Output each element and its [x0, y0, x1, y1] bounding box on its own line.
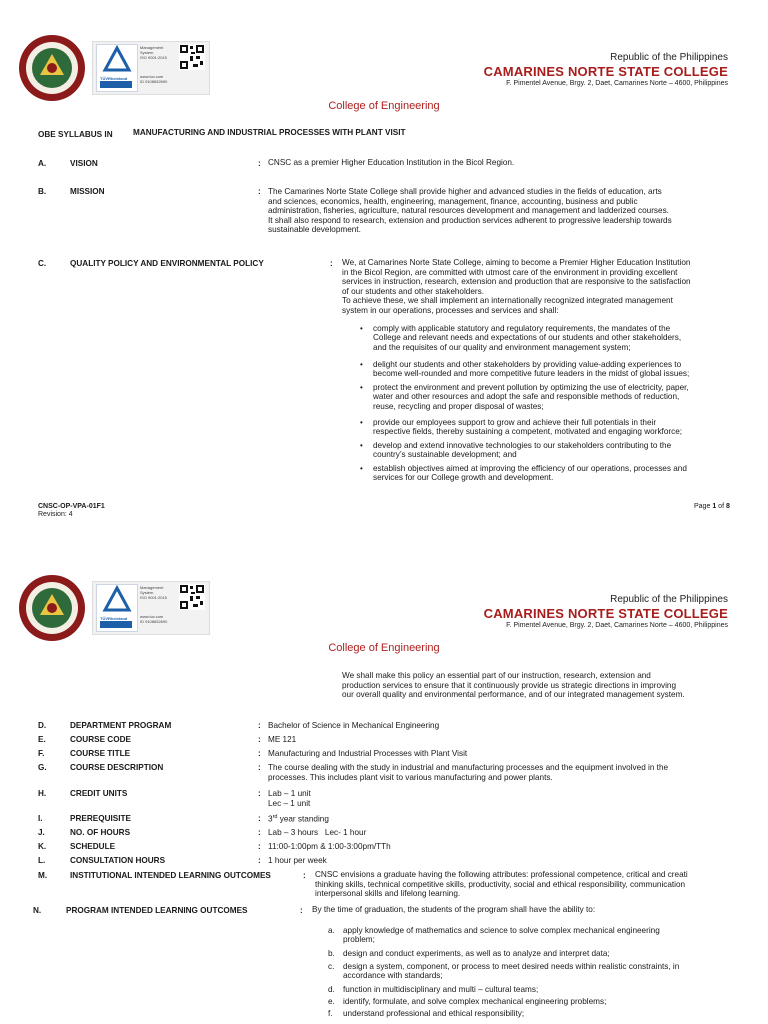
college-seal-logo	[18, 574, 86, 642]
outcome-letter: e.	[328, 997, 335, 1006]
syllabus-page-2	[0, 560, 768, 1024]
outcome-letter: a.	[328, 926, 335, 935]
row-label: CREDIT UNITS	[70, 789, 128, 798]
college-name: CAMARINES NORTE STATE COLLEGE	[483, 606, 728, 621]
policy-bullet: delight our students and other stakeholders by providing value-adding experiences to become well-rounded and more competitive future leaders in the midst of global issues;	[373, 360, 690, 379]
vision-letter: A.	[38, 159, 47, 168]
row-label: DEPARTMENT PROGRAM	[70, 721, 172, 730]
outcome-text: design and conduct experiments, as well as to analyze and interpret data;	[343, 949, 610, 958]
row-letter: E.	[38, 735, 46, 744]
policy-continuation: We shall make this policy an essential part of our instruction, research, extension and production services to ensure that it continuously provide us strategic directions in improving our overall quality and environmental performance, and of our integrated management system.	[342, 671, 685, 700]
row-label: COURSE DESCRIPTION	[70, 763, 164, 772]
row-letter: G.	[38, 763, 47, 772]
qr-code-icon	[179, 584, 205, 610]
separator-colon: :	[258, 721, 261, 730]
tuv-certified-bar	[100, 81, 132, 88]
separator-colon: :	[258, 763, 261, 772]
iso-certification-badge	[92, 581, 210, 635]
college-address: F. Pimentel Avenue, Brgy. 2, Daet, Camarines Norte – 4600, Philippines	[506, 622, 728, 629]
separator-colon: :	[258, 789, 261, 798]
page-indicator: Page 1 of 8	[694, 503, 730, 510]
prerequisite-value: 3rd year standing	[268, 814, 329, 824]
iso-certification-badge	[92, 41, 210, 95]
policy-bullet: comply with applicable statutory and regulatory requirements, the mandates of the College and relevant needs and expectations of our students and other stakeholders, and the requisites of our quality and environment management system;	[373, 324, 682, 352]
outcome-letter: b.	[328, 949, 335, 958]
policy-bullet: protect the environment and prevent pollution by optimizing the use of electricity, paper, water and other resources and adopt the safe and responsible methods of reduction, reuse, recycling and proper disposal of wastes;	[373, 383, 689, 411]
policy-bullet: establish objectives aimed at improving the efficiency of our operations, processes and services for our College growth and development.	[373, 464, 687, 483]
consultation-value: 1 hour per week	[268, 856, 327, 865]
row-letter: D.	[38, 721, 47, 730]
outcome-text: function in multidisciplinary and multi – cultural teams;	[343, 985, 539, 994]
republic-text: Republic of the Philippines	[610, 594, 728, 605]
row-letter: K.	[38, 842, 47, 851]
bullet-icon: •	[360, 418, 363, 427]
republic-text: Republic of the Philippines	[610, 52, 728, 63]
college-unit-title: College of Engineering	[328, 100, 440, 112]
row-letter: H.	[38, 789, 47, 798]
schedule-value: 11:00-1:00pm & 1:00-3:00pm/TTh	[268, 842, 391, 851]
page-header	[0, 560, 768, 650]
row-label: SCHEDULE	[70, 842, 116, 851]
row-label: PREREQUISITE	[70, 814, 131, 823]
iilo-text: CNSC envisions a graduate having the following attributes: professional competence, critical and creati thinking skills, technical competitive skills, productivity, social and ethical responsibility, communication interpersonal skills and lifelong learning.	[315, 870, 688, 899]
vision-text: CNSC as a premier Higher Education Institution in the Bicol Region.	[268, 158, 515, 167]
hours-value: Lab – 3 hours Lec- 1 hour	[268, 828, 367, 837]
separator-colon: :	[258, 735, 261, 744]
pilo-intro: By the time of graduation, the students of the program shall have the ability to:	[312, 905, 596, 914]
separator-colon: :	[303, 871, 306, 880]
college-name: CAMARINES NORTE STATE COLLEGE	[483, 64, 728, 79]
row-letter: L.	[38, 856, 46, 865]
cert-text: Management System ISO 9001:2015 www.tuv.com ID 9108652690	[140, 585, 168, 624]
vision-label: VISION	[70, 159, 98, 168]
separator-colon: :	[258, 856, 261, 865]
course-description-value: The course dealing with the study in industrial and manufacturing processes and the equipment involved in the processes. This includes plant visit to various manufacturing and power plants.	[268, 763, 669, 782]
row-letter: F.	[38, 749, 45, 758]
row-label: NO. OF HOURS	[70, 828, 131, 837]
separator-colon: :	[258, 828, 261, 837]
tuv-logo	[96, 44, 138, 92]
syllabus-prefix: OBE SYLLABUS IN	[38, 130, 113, 139]
mission-label: MISSION	[70, 187, 105, 196]
outcome-text: identify, formulate, and solve complex mechanical engineering problems;	[343, 997, 607, 1006]
bullet-icon: •	[360, 360, 363, 369]
tuv-brand: TÜVRheinland	[100, 616, 128, 621]
syllabus-title: MANUFACTURING AND INDUSTRIAL PROCESSES WITH PLANT VISIT	[133, 128, 406, 137]
policy-letter: C.	[38, 259, 47, 268]
tuv-logo	[96, 584, 138, 632]
college-unit-title: College of Engineering	[328, 642, 440, 654]
bullet-icon: •	[360, 324, 363, 333]
separator-colon: :	[258, 842, 261, 851]
college-address: F. Pimentel Avenue, Brgy. 2, Daet, Camarines Norte – 4600, Philippines	[506, 80, 728, 87]
separator-colon: :	[300, 906, 303, 915]
row-label: CONSULTATION HOURS	[70, 856, 166, 865]
row-label: PROGRAM INTENDED LEARNING OUTCOMES	[66, 906, 248, 915]
outcome-letter: c.	[328, 962, 335, 971]
outcome-letter: d.	[328, 985, 335, 994]
outcome-letter: f.	[328, 1009, 333, 1018]
separator-colon: :	[258, 814, 261, 823]
outcome-text: design a system, component, or process to meet desired needs within realistic constraints, in accordance with standards;	[343, 962, 680, 981]
row-label: COURSE TITLE	[70, 749, 131, 758]
row-letter: I.	[38, 814, 43, 823]
separator-colon: :	[258, 749, 261, 758]
separator-colon: :	[258, 187, 261, 196]
bullet-icon: •	[360, 383, 363, 392]
college-seal-logo	[18, 34, 86, 102]
policy-bullet: provide our employees support to grow and achieve their full potentials in their respective fields, thereby sustaining a competent, motivated and engaging workforce;	[373, 418, 683, 437]
page-header	[0, 0, 768, 90]
row-letter: N.	[33, 906, 42, 915]
policy-intro: We, at Camarines Norte State College, aiming to become a Premier Higher Education Institution in the Bicol Region, are committed with utmost care of the environment in providing excellent services in instruction, research, extension and production that are responsive to the satisfaction of our students and other stakeholders. To achieve these, we shall implement an internationally recognized integrated management system in our operations, processes and services and shall:	[342, 258, 691, 315]
course-title-value: Manufacturing and Industrial Processes with Plant Visit	[268, 749, 468, 758]
outcome-text: apply knowledge of mathematics and science to solve complex mechanical engineering problem;	[343, 926, 660, 945]
cert-text: Management System ISO 9001:2015 www.tuv.com ID 9108652690	[140, 45, 168, 84]
bullet-icon: •	[360, 464, 363, 473]
credit-units-value: Lab – 1 unit Lec – 1 unit	[268, 789, 311, 808]
document-code: CNSC-OP-VPA-01F1	[38, 503, 105, 510]
outcome-text: understand professional and ethical responsibility;	[343, 1009, 525, 1018]
policy-bullet: develop and extend innovative technologies to our stakeholders contributing to the country’s sustainable development; and	[373, 441, 672, 460]
mission-letter: B.	[38, 187, 47, 196]
revision-label: Revision: 4	[38, 511, 73, 518]
tuv-brand: TÜVRheinland	[100, 76, 128, 81]
mission-text: The Camarines Norte State College shall provide higher and advanced studies in the fields of education, arts and sciences, economics, health, engineering, management, finance, accounting, business and public administration, fisheries, agriculture, natural resources development and management and ladderized courses. It shall also respond to research, extension and production services adherent to progressive leadership towards sustainable development.	[268, 187, 672, 235]
bullet-icon: •	[360, 441, 363, 450]
department-program-value: Bachelor of Science in Mechanical Engineering	[268, 721, 440, 730]
tuv-certified-bar	[100, 621, 132, 628]
separator-colon: :	[258, 159, 261, 168]
qr-code-icon	[179, 44, 205, 70]
policy-label: QUALITY POLICY AND ENVIRONMENTAL POLICY	[70, 259, 264, 268]
course-code-value: ME 121	[268, 735, 297, 744]
row-letter: J.	[38, 828, 45, 837]
separator-colon: :	[330, 259, 333, 268]
row-label: INSTITUTIONAL INTENDED LEARNING OUTCOMES	[70, 871, 271, 880]
row-letter: M.	[38, 871, 48, 880]
row-label: COURSE CODE	[70, 735, 131, 744]
